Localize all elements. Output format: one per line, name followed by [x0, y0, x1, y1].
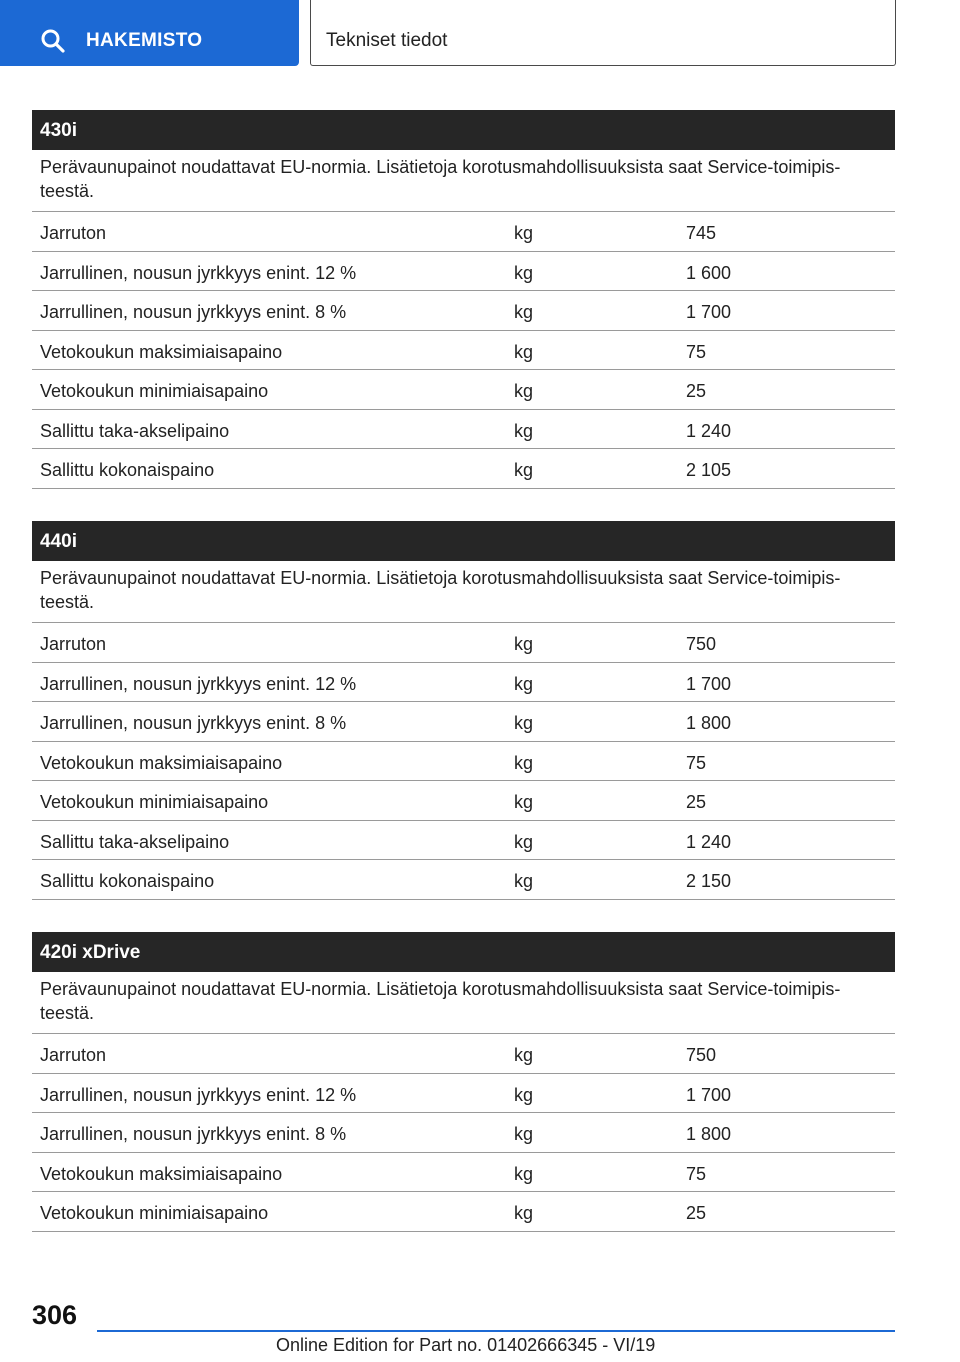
- table-row: [32, 623, 895, 663]
- row-unit: kg: [514, 634, 534, 654]
- row-label: Jarrullinen, nousun jyrkkyys enint. 12 %: [40, 262, 357, 283]
- row-value: 1 700: [686, 673, 732, 694]
- row-unit: kg: [514, 792, 534, 812]
- table-row: [32, 1113, 895, 1153]
- row-value: 745: [686, 223, 717, 243]
- row-label: Sallittu taka-akselipaino: [40, 831, 230, 852]
- row-value: 25: [686, 792, 707, 812]
- row-unit: kg: [514, 262, 534, 283]
- row-value: 25: [686, 381, 707, 401]
- row-value: 2 105: [686, 460, 732, 480]
- row-unit: kg: [514, 1045, 534, 1065]
- row-label: Vetokoukun minimiaisapaino: [40, 792, 269, 812]
- table-row: [32, 742, 895, 782]
- row-value: 1 800: [686, 1124, 732, 1144]
- row-unit: kg: [514, 420, 534, 441]
- row-unit: kg: [514, 381, 534, 401]
- table-row: [32, 331, 895, 371]
- chapter-tab[interactable]: [310, 0, 896, 66]
- table-row: [32, 1192, 895, 1232]
- row-value: 75: [686, 341, 707, 362]
- row-unit: kg: [514, 673, 534, 694]
- table-row: [32, 821, 895, 861]
- row-unit: kg: [514, 871, 534, 891]
- search-icon: [40, 28, 66, 54]
- row-value: 1 700: [686, 1084, 732, 1105]
- table-row: [32, 860, 895, 900]
- row-unit: kg: [514, 1124, 534, 1144]
- row-label: Jarrullinen, nousun jyrkkyys enint. 8 %: [40, 1124, 347, 1144]
- row-unit: kg: [514, 831, 534, 852]
- row-label: Sallittu taka-akselipaino: [40, 420, 230, 441]
- row-unit: kg: [514, 223, 534, 243]
- row-label: Sallittu kokonaispaino: [40, 460, 215, 480]
- chapter-title: Tekniset tiedot: [326, 30, 448, 51]
- index-button[interactable]: [0, 0, 299, 66]
- row-unit: kg: [514, 752, 534, 773]
- row-value: 2 150: [686, 871, 732, 891]
- row-label: Jarruton: [40, 634, 107, 654]
- row-label: Jarruton: [40, 223, 107, 243]
- spec-section-440i: [32, 521, 895, 900]
- row-label: Vetokoukun minimiaisapaino: [40, 381, 269, 401]
- table-row: [32, 252, 895, 292]
- spec-section-420i-xdrive: [32, 932, 895, 1232]
- table-row: [32, 702, 895, 742]
- table-row: [32, 291, 895, 331]
- table-row: [32, 663, 895, 703]
- row-value: 750: [686, 634, 717, 654]
- section-note: Perävaunupainot noudattavat EU-normia. Lisätietoja korotusmahdollisuuksista saat Service-toimipis-teestä.: [32, 561, 895, 623]
- section-note: Perävaunupainot noudattavat EU-normia. Lisätietoja korotusmahdollisuuksista saat Service-toimipis-teestä.: [32, 972, 895, 1034]
- row-value: 1 800: [686, 713, 732, 733]
- edition-text: Online Edition for Part no. 01402666345 - VI/19: [276, 1335, 656, 1355]
- row-label: Jarrullinen, nousun jyrkkyys enint. 12 %: [40, 1084, 357, 1105]
- table-row: [32, 212, 895, 252]
- row-value: 750: [686, 1045, 717, 1065]
- table-row: [32, 449, 895, 489]
- footer-divider: [97, 1330, 895, 1332]
- row-value: 75: [686, 752, 707, 773]
- row-label: Vetokoukun maksimiaisapaino: [40, 1163, 283, 1184]
- table-row: [32, 1153, 895, 1193]
- row-unit: kg: [514, 460, 534, 480]
- row-label: Jarrullinen, nousun jyrkkyys enint. 8 %: [40, 713, 347, 733]
- row-value: 1 700: [686, 302, 732, 322]
- row-label: Jarruton: [40, 1045, 107, 1065]
- row-label: Vetokoukun maksimiaisapaino: [40, 752, 283, 773]
- spec-section-430i: [32, 110, 895, 489]
- row-label: Jarrullinen, nousun jyrkkyys enint. 12 %: [40, 673, 357, 694]
- row-value: 75: [686, 1163, 707, 1184]
- row-value: 1 240: [686, 420, 732, 441]
- section-title: 440i: [32, 521, 895, 561]
- row-unit: kg: [514, 1163, 534, 1184]
- row-value: 1 600: [686, 262, 732, 283]
- section-title: 420i xDrive: [32, 932, 895, 972]
- index-button-label: HAKEMISTO: [86, 30, 203, 51]
- table-row: [32, 781, 895, 821]
- row-unit: kg: [514, 713, 534, 733]
- table-row: [32, 1034, 895, 1074]
- row-value: 25: [686, 1203, 707, 1223]
- row-label: Sallittu kokonaispaino: [40, 871, 215, 891]
- row-unit: kg: [514, 302, 534, 322]
- row-value: 1 240: [686, 831, 732, 852]
- row-label: Vetokoukun minimiaisapaino: [40, 1203, 269, 1223]
- table-row: [32, 370, 895, 410]
- row-label: Vetokoukun maksimiaisapaino: [40, 341, 283, 362]
- row-unit: kg: [514, 341, 534, 362]
- row-unit: kg: [514, 1203, 534, 1223]
- page-number: 306: [32, 1300, 78, 1330]
- table-row: [32, 1074, 895, 1114]
- row-label: Jarrullinen, nousun jyrkkyys enint. 8 %: [40, 302, 347, 322]
- row-unit: kg: [514, 1084, 534, 1105]
- table-row: [32, 410, 895, 450]
- section-title: 430i: [32, 110, 895, 150]
- top-navigation: [0, 0, 960, 66]
- section-note: Perävaunupainot noudattavat EU-normia. Lisätietoja korotusmahdollisuuksista saat Service-toimipis-teestä.: [32, 150, 895, 212]
